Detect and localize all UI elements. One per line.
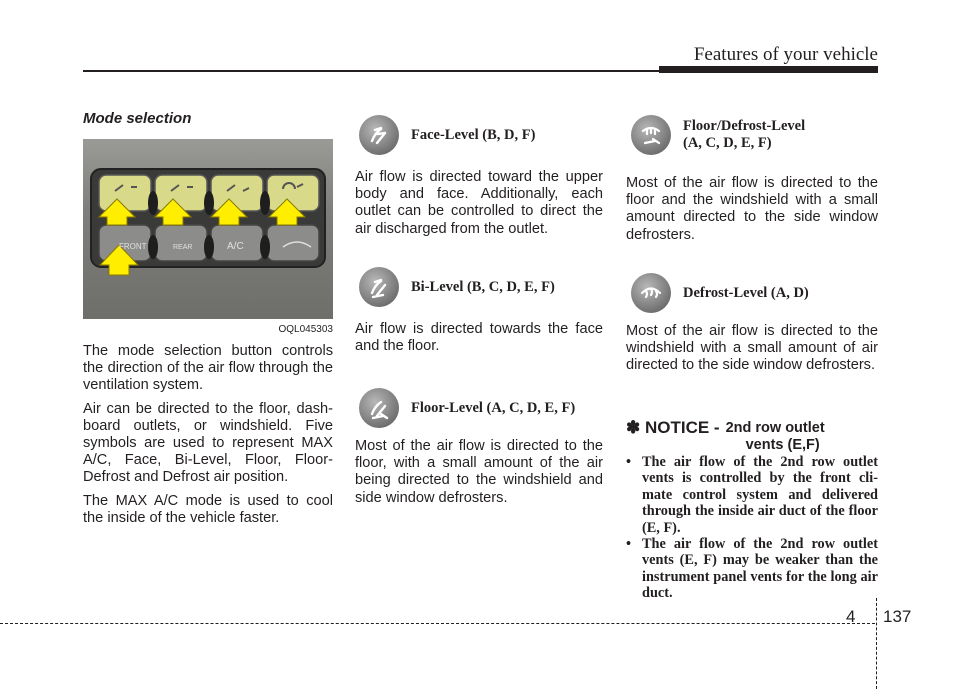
mode-floor-level-header (359, 388, 575, 428)
notice-item: • The air flow of the 2nd row outlet vents is controlled by the front cli-mate control system and delivered through the inside air duct of the floor (E, F). (626, 454, 878, 536)
notice-header (626, 418, 825, 454)
mode-title: Bi-Level (B, C, D, E, F) (411, 278, 555, 295)
mode-title: Face-Level (B, D, F) (411, 126, 536, 143)
bi-level-icon (359, 267, 399, 307)
intro-text (83, 343, 333, 533)
control-panel-illustration (83, 139, 333, 319)
floor-defrost-icon (631, 115, 671, 155)
control-panel-photo (83, 139, 333, 335)
photo-code: OQL045303 (278, 324, 333, 335)
intro-paragraph-3: The MAX A/C mode is used to cool the inside of the vehicle faster. (83, 492, 333, 526)
mode-defrost-header (631, 273, 809, 313)
rear-label: REAR (173, 244, 193, 251)
chapter-number: 4 (846, 607, 856, 626)
mode-face-level-header (359, 115, 535, 155)
section-title: Mode selection (83, 110, 192, 127)
footer-rule (0, 623, 875, 624)
mode-title (683, 118, 805, 152)
floor-level-icon (359, 388, 399, 428)
notice-subtitle (726, 420, 825, 454)
notice-item: • The air flow of the 2nd row outlet vents (E, F) may be weaker than the instrument panel vents for the long air duct. (626, 536, 878, 602)
mode-face-level-text: Air flow is directed toward the upper body and face. Additionally, each outlet can be controlled to direct the air discharged from the outlet. (355, 169, 603, 237)
mode-title: Defrost-Level (A, D) (683, 284, 809, 301)
notice-list (626, 454, 878, 602)
page-number: 137 (883, 607, 912, 626)
defrost-icon (631, 273, 671, 313)
notice-subtitle-line-2: vents (E,F) (745, 437, 820, 453)
mode-title-line-1: Floor/Defrost-Level (683, 118, 806, 134)
mode-bi-level-header (359, 267, 555, 307)
header-bar (659, 66, 878, 73)
footer-divider (876, 598, 877, 689)
mode-defrost-text: Most of the air flow is directed to the windshield with a small amount of air directed to the side window defrosters. (626, 323, 878, 374)
mode-floor-defrost-text: Most of the air flow is directed to the floor and the windshield with a small amount directed to the side window defrosters. (626, 175, 878, 243)
mode-title: Floor-Level (A, C, D, E, F) (411, 399, 576, 416)
mode-floor-defrost-header (631, 115, 805, 155)
mode-floor-level-text: Most of the air flow is directed to the floor, with a small amount of the air being directed to the windshield and side window defrosters. (355, 438, 603, 506)
notice-label: ✽ NOTICE - (626, 418, 720, 437)
mode-bi-level-text: Air flow is directed towards the face and the floor. (355, 321, 603, 355)
ac-label: A/C (227, 241, 244, 252)
notice-subtitle-line-1: 2nd row outlet (725, 420, 825, 436)
intro-paragraph-1: The mode selection button controls the direction of the air flow through the ventilation system. (83, 343, 333, 394)
mode-title-line-2: (A, C, D, E, F) (683, 135, 772, 151)
face-level-icon (359, 115, 399, 155)
intro-paragraph-2: Air can be directed to the floor, dash-board outlets, or windshield. Five symbols are used to represent MAX A/C, Face, Bi-Level, Floor, Floor-Defrost and Defrost air position. (83, 400, 333, 486)
header-title: Features of your vehicle (693, 44, 878, 65)
header-rule (83, 70, 659, 72)
front-label: FRONT (119, 242, 147, 251)
